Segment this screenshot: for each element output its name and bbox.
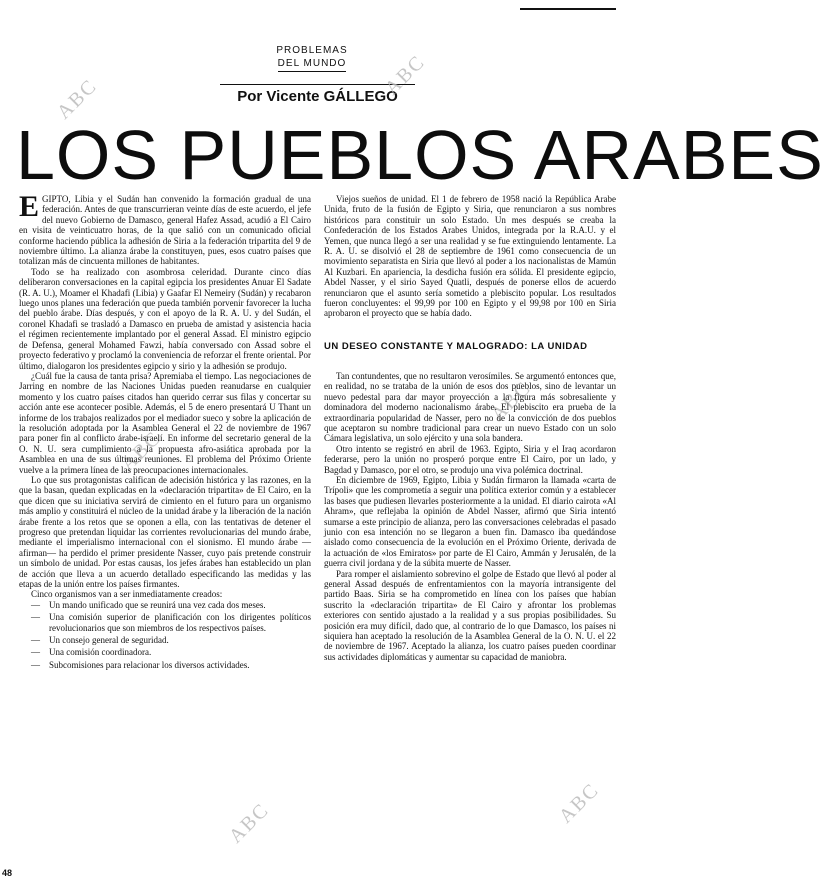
watermark-stamp: ABC [486,376,536,426]
paragraph: Tan contundentes, que no resultaron verosímiles. Se argumentó entonces que, en realidad, no se trataba de la unión de esos dos pueblos, sino de levantar un nuevo pedestal para dar mayor proyección a la figura más sobresaliente y dominadora del moderno nacionalismo árabe. El plebiscito era prueba de la extraordinaria popularidad de Nasser, pero no de la convicción de dos pueblos que aceptaron su nombre tradicional para crear un nuevo Estado con un solo Cámara legislativa, un solo ejército y una sola bandera. [324,370,616,444]
watermark-stamp: ABC [116,426,166,476]
paragraph-text: GIPTO, Libia y el Sudán han convenido la formación gradual de una federación. Antes de que transcurrieran veinte días de este acuerdo, el jefe del nuevo Gobierno de Damasco, general Hafez Assad, acudió a El Cairo en visita de veinticuatro horas, de la que salió con un comunicado oficial conforme haciendo pública la adhesión de Siria a la federación tripartita del 9 de noviembre último. La alianza árabe la constituyen, pues, esos cuatro países que totalizan más de cincuenta millones de habitantes. [19,194,311,267]
watermark-stamp: ABC [554,778,604,828]
paragraph: Cinco organismos van a ser inmediatamente creados: [31,589,223,600]
list-item: — Subcomisiones para relacionar los diversos actividades. [31,660,311,670]
byline: Por Vicente GÁLLEGO [237,88,398,105]
list-item: — Una comisión coordinadora. [31,647,311,657]
subheading: UN DESEO CONSTANTE Y MALOGRADO: LA UNIDAD [324,340,588,352]
page-number: 48 [2,868,13,878]
paragraph: ¿Cuál fue la causa de tanta prisa? Apremiaba el tiempo. Las negociaciones de Jarring en nombre de las Naciones Unidas pueden reanudarse en cualquier momento y los cuatro países citados han querido cerrar sus filas y concertar su acción ante ese acontecer posible. Además, el 5 de enero presentará U Thant un informe de los trabajos realizados por el mediador sueco y sobre la aplicación de la resolución adoptada por la Asamblea General el 22 de noviembre de 1967 para poner fin al conflicto árabe-israelí. En informe del secretario general de la O. N. U. sera cumplimiento a la propuesta afro-asiática aprobada por la Asamblea en una de sus últimas reuniones. El problema del Próximo Oriente vuelve a la primera línea de las preocupaciones internacionales. [19,370,311,475]
organisms-list [19,600,311,670]
drop-cap: E [19,190,40,223]
paragraph: Otro intento se registró en abril de 1963. Egipto, Siria y el Iraq acordaron federarse, pero la unión no prosperó porque entre El Cairo, por un lado, y Bagdad y Damasco, por el otro, se produjo una viva polémica doctrinal. [324,443,616,475]
article-column-right [324,194,616,874]
section-label-line1: PROBLEMAS [276,45,348,56]
top-rule [520,8,616,10]
section-header [262,44,362,72]
section-label-line2: DEL MUNDO [278,57,347,72]
paragraph: Lo que sus protagonistas califican de adecisión histórica y las razones, en la que la basan, quedan explicadas en la «declaración tripartita» de El Cairo, en la que dicen que su iniciativa servirá de cimiento en el futuro para un organismo más amplio y constituirá el núcleo de la unidad árabe y la liberación de la nación árabe frente a los retos que se oponen a ella, con las tentativas de detener el progreso que pretendan liquidar las corrientes revolucionarias del mundo árabe, mediante el imperialismo internacional con el sionismo. El mundo árabe —afirman— ha perdido el primer presidente Nasser, cuyo país pretende construir un símbolo de unidad. Por estas causas, los jefes árabes han establecido un plan de acción que lleva a un acuerdo detallado especificando las medidas y las etapas de la unión entre los países firmantes. [19,474,311,590]
list-item: — Un mando unificado que se reunirá una vez cada dos meses. [31,600,311,610]
headline: LOS PUEBLOS ARABES [16,116,824,194]
paragraph: Para romper el aislamiento sobrevino el golpe de Estado que llevó al poder al general Assad después de enfrentamientos con la mayoría intransigente del partido Baas. Siria se ha comprometido en línea con los países que habían suscrito la «declaración tripartita» de El Cairo y afrontar los problemas exteriores con sentido ajustado a la realidad y a sus propias posibilidades. Su posición era muy difícil, dado que, al contrario de lo que Damasco, los países ni siquiera han aceptado la resolución de la Asamblea General de la O. N. U. el 22 de noviembre de 1967. Aceptado la alianza, los cuatro países pueden coordinar sus actividades diplomáticas y aumentar su capacidad de maniobra. [324,568,616,662]
watermark-stamp: ABC [380,50,430,100]
watermark-stamp: ABC [52,74,102,124]
watermark-stamp: ABC [224,798,274,848]
paragraph [19,190,311,267]
paragraph: En diciembre de 1969, Egipto, Libia y Sudán firmaron la llamada «carta de Trípoli» que les comprometía a seguir una política exterior común y a establecer las bases que pudiesen llevarles posteriormente a la unidad. El diario cairota «Al Ahram», que reflejaba la opinión de Abdel Nasser, afirmó que Siria intentó sumarse a este principio de alianza, pero las conversaciones celebradas el pasado junio con esa intención no se llegaron a buen fin. Damasco iba quedándose aislado como consecuencia de la evolución en el Próximo Oriente, derivada de la actuación de «los Emiratos» por parte de El Cairo, Ammán y Jerusalén, de la guerra civil jordana y de la súbita muerte de Nasser. [324,474,616,569]
list-item: — Un consejo general de seguridad. [31,635,311,645]
paragraph: Viejos sueños de unidad. El 1 de febrero de 1958 nació la República Arabe Unida, fruto de la fusión de Egipto y Siria, que renunciaron a sus nombres históricos para constituir un solo Estado. Un mes después se creaba la Confederación de los Estados Arabes Unidos, integrada por la R.A.U. y el Yemen, que nunca llegó a ser una realidad y se fue extinguiendo lentamente. La R. A. U. se disolvió el 28 de septiembre de 1961 como consecuencia de un movimiento separatista en Siria que llevó al poder a los nacionalistas de Mamún Al Kuzbari. En apariencia, la desdicha fusión era sólida. El presidente egipcio, Abdel Nasser, y el sirio Sayed Quatli, después de ponerse ellos de acuerdo renunciaron que el asunto sería sometido a plebiscito popular. Los resultados fueron concluyentes: el 99,99 por 100 en Egipto y el 99,98 por 100 en Siria aprobaron el proyecto que se había dado. [324,194,616,319]
paragraph: Todo se ha realizado con asombrosa celeridad. Durante cinco días deliberaron conversaciones en la capital egipcia los presidentes Anuar El Sadate (R. A. U.), Moamer el Khadafi (Libia) y Gaafar El Nemeiry (Sudán) y recabaron luego unos planes una federación que pueda también porvenir favorecer la lucha del pueblo árabe. Días después, y con el apoyo de la R. A. U. y del Sudán, el coronel Khadafi se trasladó a Damasco en prueba de amistad y asistencia hacia el régimen recientemente implantado por el general Assad. El ministro egipcio de Defensa, general Mohamed Fawzi, había conversado con Assad sobre el proyecto federativo y proclamó la conveniencia de reforzar el frente oriental. Por último, dialogaron los presidentes egipcio y sirio y la adhesión se produjo. [19,266,311,371]
article-column-left [19,190,311,874]
list-item: — Una comisión superior de planificación con los dirigentes políticos revolucionarios que son miembros de los respectivos países. [31,612,311,633]
